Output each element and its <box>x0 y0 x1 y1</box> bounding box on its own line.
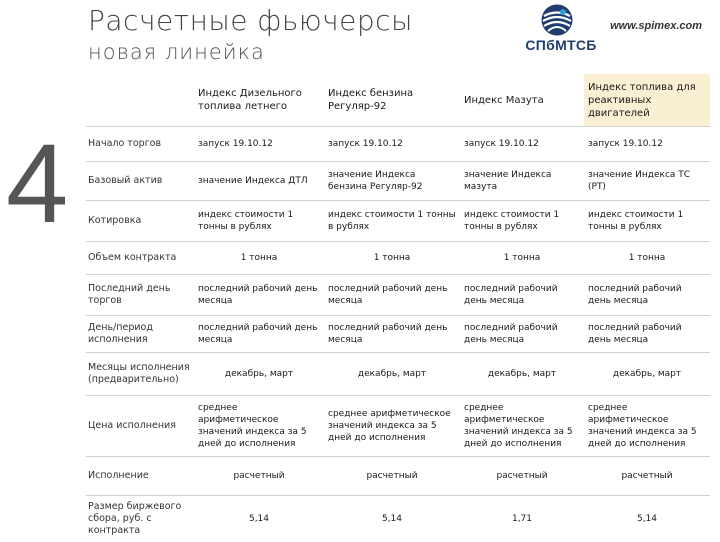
table-row <box>86 242 710 275</box>
table-cell: 5,14 <box>381 514 403 524</box>
table-row <box>86 396 710 457</box>
table-cell: 5,14 <box>636 514 658 524</box>
row-label: Базовый актив <box>88 175 163 186</box>
table-cell: значение Индекса бензина Регуляр-92 <box>328 170 423 192</box>
page-title: Расчетные фьючерсы <box>88 4 413 37</box>
table-cell: 1 тонна <box>628 253 666 263</box>
table-row <box>86 496 710 542</box>
table-cell: запуск 19.10.12 <box>328 139 403 149</box>
table-cell: индекс стоимости 1 тонны в рублях <box>328 210 456 232</box>
table-cell: последний рабочий день месяца <box>464 284 558 306</box>
table-cell: 1 тонна <box>240 253 278 263</box>
table-row <box>86 127 710 162</box>
table-header-cell: Индекс Дизельного топлива летнего <box>198 88 302 112</box>
table-cell: 1 тонна <box>503 253 541 263</box>
row-label: Последний день торгов <box>88 283 171 306</box>
table-header-cell: Индекс Мазута <box>464 94 544 106</box>
table-header-cell: Индекс бензина Регуляр-92 <box>328 88 414 112</box>
table-cell: расчетный <box>621 471 673 481</box>
table-row <box>86 162 710 201</box>
row-label: Размер биржевого сбора, руб. с контракта <box>88 501 182 536</box>
table-row <box>86 201 710 242</box>
table-cell: запуск 19.10.12 <box>588 139 663 149</box>
website-url[interactable]: www.spimex.com <box>610 20 702 32</box>
table-cell: значение Индекса ТС (РТ) <box>588 170 691 192</box>
table-cell: декабрь, март <box>487 369 557 379</box>
table-cell: декабрь, март <box>224 369 294 379</box>
globe-logo-icon <box>540 3 574 37</box>
table-cell: запуск 19.10.12 <box>464 139 539 149</box>
row-label: Начало торгов <box>88 138 162 149</box>
futures-table <box>86 74 710 542</box>
table-cell: значение Индекса ДТЛ <box>198 176 308 186</box>
table-cell: среднее арифметическое значений индекса за 5 дней до исполнения <box>464 403 573 449</box>
table-cell: индекс стоимости 1 тонны в рублях <box>198 210 294 232</box>
row-label: Котировка <box>88 215 142 226</box>
table-cell: индекс стоимости 1 тонны в рублях <box>464 210 560 232</box>
table-cell: декабрь, март <box>612 369 682 379</box>
row-label: Объем контракта <box>88 252 177 263</box>
table-cell: среднее арифметическое значений индекса за 5 дней до исполнения <box>328 409 451 443</box>
table-header-row <box>86 74 710 127</box>
table-cell: декабрь, март <box>357 369 427 379</box>
row-label: Исполнение <box>88 470 149 481</box>
table-cell: последний рабочий день месяца <box>198 323 318 345</box>
table-cell: 1 тонна <box>373 253 411 263</box>
table-row <box>86 316 710 353</box>
slide-number: 4 <box>6 121 67 246</box>
row-label: День/период исполнения <box>88 322 153 345</box>
table-cell: расчетный <box>233 471 285 481</box>
table-cell: индекс стоимости 1 тонны в рублях <box>588 210 684 232</box>
table-cell: последний рабочий день месяца <box>328 323 448 345</box>
table-row <box>86 275 710 316</box>
table-cell: последний рабочий день месяца <box>588 323 682 345</box>
table-cell: последний рабочий день месяца <box>198 284 318 306</box>
row-label: Цена исполнения <box>88 420 176 431</box>
page-subtitle: новая линейка <box>88 40 265 64</box>
table-cell: значение Индекса мазута <box>464 170 552 192</box>
table-cell: среднее арифметическое значений индекса за 5 дней до исполнения <box>588 403 697 449</box>
row-label: Месяцы исполнения (предварительно) <box>88 362 190 385</box>
table-cell: среднее арифметическое значений индекса за 5 дней до исполнения <box>198 403 307 449</box>
table-cell: 1,71 <box>511 514 533 524</box>
table-cell: 5,14 <box>248 514 270 524</box>
logo-text: СПбМТСБ <box>525 37 597 53</box>
table-header-cell-highlighted: Индекс топлива для реактивных двигателей <box>584 74 710 126</box>
spimex-logo <box>524 3 598 53</box>
table-cell: запуск 19.10.12 <box>198 139 273 149</box>
table-row <box>86 353 710 396</box>
table-cell: последний рабочий день месяца <box>464 323 558 345</box>
table-row <box>86 457 710 496</box>
table-cell: расчетный <box>496 471 548 481</box>
table-cell: последний рабочий день месяца <box>588 284 682 306</box>
table-cell: последний рабочий день месяца <box>328 284 448 306</box>
table-header-cell <box>86 74 194 126</box>
table-cell: расчетный <box>366 471 418 481</box>
